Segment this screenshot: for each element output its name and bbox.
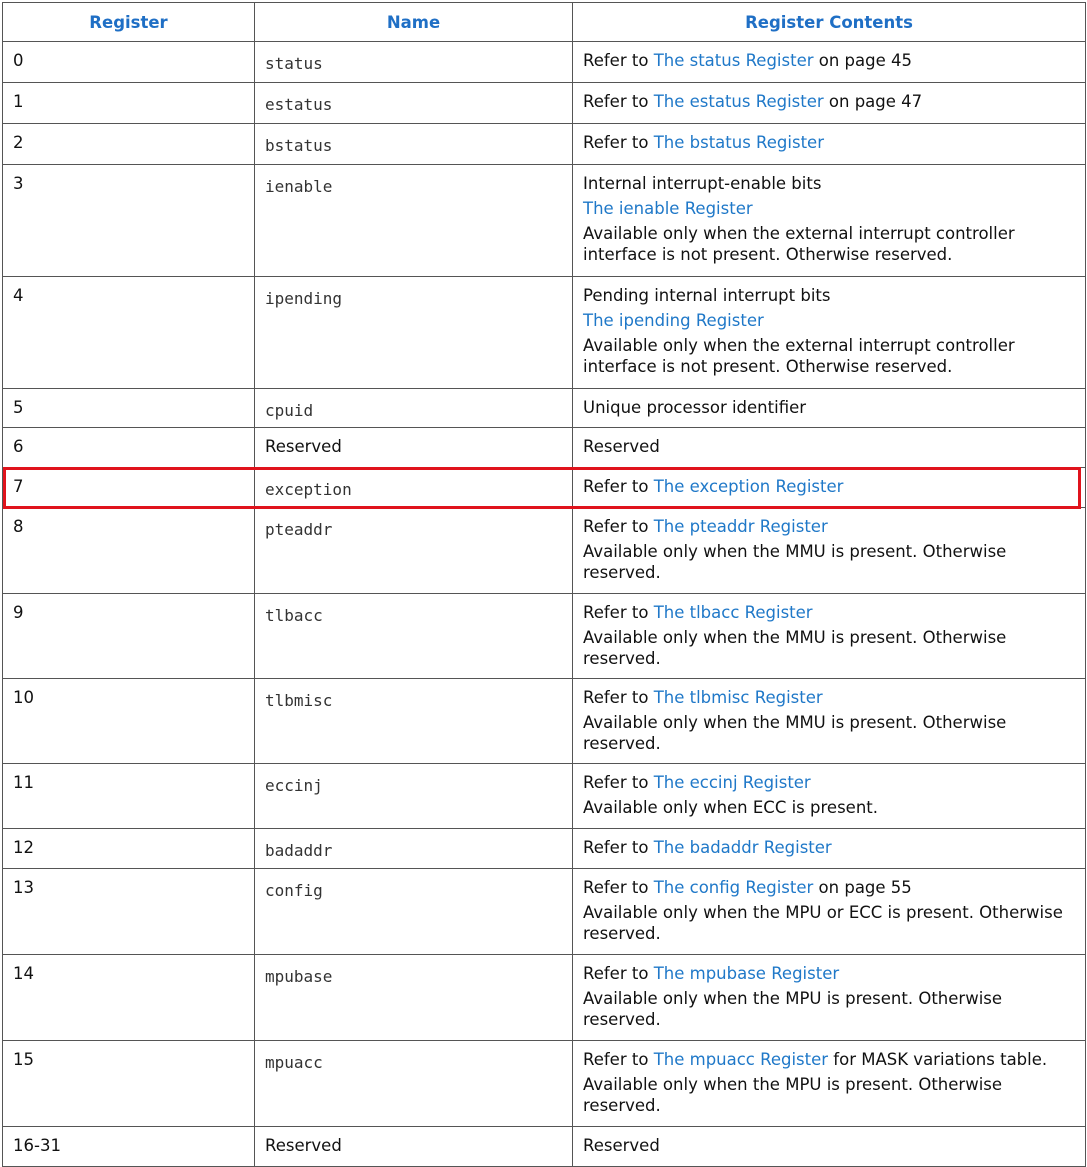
register-name-cell	[255, 83, 573, 124]
contents-text: Refer to	[583, 688, 654, 707]
register-name-cell	[255, 468, 573, 508]
contents-text: Reserved	[583, 437, 660, 456]
register-name-cell	[255, 869, 573, 955]
register-name: estatus	[265, 95, 333, 114]
contents-text: Available only when the MMU is present. Otherwise reserved.	[583, 542, 1007, 582]
register-name: cpuid	[265, 401, 314, 420]
register-link[interactable]: The bstatus Register	[653, 133, 824, 152]
register-contents	[573, 389, 1086, 428]
register-name-cell	[255, 165, 573, 277]
register-contents	[573, 1127, 1086, 1167]
register-name-cell	[255, 508, 573, 594]
contents-line	[583, 627, 1075, 669]
register-name: mpuacc	[265, 1053, 323, 1072]
contents-line	[583, 198, 1075, 219]
register-name-cell	[255, 764, 573, 829]
register-name: tlbmisc	[265, 691, 333, 710]
contents-text: Refer to	[583, 773, 654, 792]
register-link[interactable]: The mpuacc Register	[653, 1050, 829, 1069]
register-name: Reserved	[265, 437, 342, 456]
header-register: Register	[3, 3, 255, 42]
table-row	[3, 679, 1086, 764]
register-name-cell	[255, 829, 573, 869]
register-number: 7	[3, 468, 255, 508]
register-number: 8	[3, 508, 255, 594]
register-number: 4	[3, 277, 255, 389]
table-row	[3, 508, 1086, 594]
contents-line	[583, 837, 1075, 858]
contents-text: Refer to	[583, 878, 654, 897]
register-contents	[573, 428, 1086, 468]
contents-text: Internal interrupt-enable bits	[583, 174, 822, 193]
table-row	[3, 42, 1086, 83]
register-link[interactable]: The tlbmisc Register	[653, 688, 823, 707]
contents-line	[583, 223, 1075, 265]
register-name: exception	[265, 480, 352, 499]
register-contents	[573, 124, 1086, 165]
contents-line	[583, 335, 1075, 377]
contents-line	[583, 602, 1075, 623]
register-name-cell	[255, 42, 573, 83]
register-link[interactable]: The pteaddr Register	[653, 517, 828, 536]
table-body	[3, 42, 1086, 1167]
table-row	[3, 955, 1086, 1041]
register-contents	[573, 869, 1086, 955]
register-number: 0	[3, 42, 255, 83]
contents-line	[583, 1074, 1075, 1116]
table-row	[3, 594, 1086, 679]
register-contents	[573, 42, 1086, 83]
register-number: 9	[3, 594, 255, 679]
register-contents	[573, 829, 1086, 869]
contents-text: Available only when the external interrupt controller interface is not present. Otherwise reserved.	[583, 336, 1015, 376]
register-link[interactable]: The mpubase Register	[653, 964, 840, 983]
register-number: 14	[3, 955, 255, 1041]
header-row	[3, 3, 1086, 42]
contents-text-suffix: on page 47	[823, 92, 923, 111]
table-row	[3, 829, 1086, 869]
contents-text-suffix: for MASK variations table.	[828, 1050, 1048, 1069]
contents-text: Available only when the MPU is present. Otherwise reserved.	[583, 989, 1003, 1029]
table-row	[3, 869, 1086, 955]
contents-text: Refer to	[583, 92, 654, 111]
table-row	[3, 428, 1086, 468]
register-name: status	[265, 54, 323, 73]
register-number: 2	[3, 124, 255, 165]
register-contents	[573, 165, 1086, 277]
contents-line	[583, 712, 1075, 754]
contents-text: Available only when the MPU is present. Otherwise reserved.	[583, 1075, 1003, 1115]
contents-text: Refer to	[583, 517, 654, 536]
header-contents: Register Contents	[573, 3, 1086, 42]
contents-line	[583, 902, 1075, 944]
register-link[interactable]: The badaddr Register	[653, 838, 832, 857]
register-link[interactable]: The estatus Register	[653, 92, 824, 111]
register-name-cell	[255, 679, 573, 764]
register-contents	[573, 508, 1086, 594]
register-name-cell	[255, 428, 573, 468]
register-link[interactable]: The tlbacc Register	[653, 603, 813, 622]
register-number: 1	[3, 83, 255, 124]
register-number: 15	[3, 1041, 255, 1127]
register-link[interactable]: The ienable Register	[583, 199, 753, 218]
table-row	[3, 165, 1086, 277]
contents-text: Refer to	[583, 838, 654, 857]
contents-text: Pending internal interrupt bits	[583, 286, 831, 305]
contents-line	[583, 436, 1075, 457]
register-number: 13	[3, 869, 255, 955]
register-name: mpubase	[265, 967, 333, 986]
table-row	[3, 389, 1086, 428]
register-name: Reserved	[265, 1136, 342, 1155]
contents-text: Available only when the MPU or ECC is present. Otherwise reserved.	[583, 903, 1063, 943]
contents-line	[583, 877, 1075, 898]
register-contents	[573, 764, 1086, 829]
register-number: 5	[3, 389, 255, 428]
register-name: ipending	[265, 289, 343, 308]
contents-text-suffix: on page 55	[813, 878, 912, 897]
register-name-cell	[255, 389, 573, 428]
register-link[interactable]: The config Register	[653, 878, 814, 897]
contents-text: Available only when the MMU is present. Otherwise reserved.	[583, 628, 1007, 668]
register-name: eccinj	[265, 776, 323, 795]
register-name: pteaddr	[265, 520, 333, 539]
contents-line	[583, 541, 1075, 583]
contents-text: Reserved	[583, 1136, 660, 1155]
register-contents	[573, 679, 1086, 764]
contents-line	[583, 50, 1075, 71]
table-row	[3, 1041, 1086, 1127]
table-row	[3, 468, 1086, 508]
register-name-cell	[255, 277, 573, 389]
contents-text: Refer to	[583, 477, 654, 496]
register-name-cell	[255, 124, 573, 165]
register-name: tlbacc	[265, 606, 323, 625]
contents-line	[583, 797, 1075, 818]
register-link[interactable]: The status Register	[653, 51, 814, 70]
register-number: 11	[3, 764, 255, 829]
table-row	[3, 124, 1086, 165]
contents-line	[583, 1135, 1075, 1156]
contents-text: Available only when ECC is present.	[583, 798, 878, 817]
register-contents	[573, 955, 1086, 1041]
contents-line	[583, 963, 1075, 984]
contents-line	[583, 687, 1075, 708]
contents-text: Refer to	[583, 51, 654, 70]
register-number: 6	[3, 428, 255, 468]
register-contents	[573, 468, 1086, 508]
register-contents	[573, 594, 1086, 679]
register-number: 3	[3, 165, 255, 277]
contents-text: Available only when the external interrupt controller interface is not present. Otherwise reserved.	[583, 224, 1015, 264]
contents-line	[583, 310, 1075, 331]
contents-line	[583, 132, 1075, 153]
register-number: 16-31	[3, 1127, 255, 1167]
table-row	[3, 83, 1086, 124]
contents-line	[583, 476, 1075, 497]
register-contents	[573, 277, 1086, 389]
contents-line	[583, 397, 1075, 418]
register-name: config	[265, 881, 323, 900]
contents-text: Unique processor identifier	[583, 398, 807, 417]
contents-text: Refer to	[583, 133, 654, 152]
register-name-cell	[255, 955, 573, 1041]
register-name: badaddr	[265, 841, 333, 860]
contents-line	[583, 1049, 1075, 1070]
register-link[interactable]: The eccinj Register	[653, 773, 811, 792]
register-link[interactable]: The exception Register	[653, 477, 844, 496]
contents-line	[583, 91, 1075, 112]
contents-line	[583, 988, 1075, 1030]
header-name: Name	[255, 3, 573, 42]
register-name-cell	[255, 1127, 573, 1167]
contents-text: Refer to	[583, 603, 654, 622]
register-contents	[573, 83, 1086, 124]
contents-line	[583, 285, 1075, 306]
register-link[interactable]: The ipending Register	[583, 311, 764, 330]
register-number: 12	[3, 829, 255, 869]
register-number: 10	[3, 679, 255, 764]
contents-text: Refer to	[583, 1050, 654, 1069]
register-name: bstatus	[265, 136, 333, 155]
contents-text: Available only when the MMU is present. Otherwise reserved.	[583, 713, 1007, 753]
contents-text-suffix: on page 45	[813, 51, 912, 70]
table-row	[3, 277, 1086, 389]
table-row	[3, 764, 1086, 829]
register-table	[2, 2, 1086, 1167]
contents-line	[583, 173, 1075, 194]
register-name-cell	[255, 1041, 573, 1127]
contents-line	[583, 772, 1075, 793]
register-name: ienable	[265, 177, 333, 196]
table-row	[3, 1127, 1086, 1167]
contents-line	[583, 516, 1075, 537]
register-contents	[573, 1041, 1086, 1127]
contents-text: Refer to	[583, 964, 654, 983]
register-name-cell	[255, 594, 573, 679]
